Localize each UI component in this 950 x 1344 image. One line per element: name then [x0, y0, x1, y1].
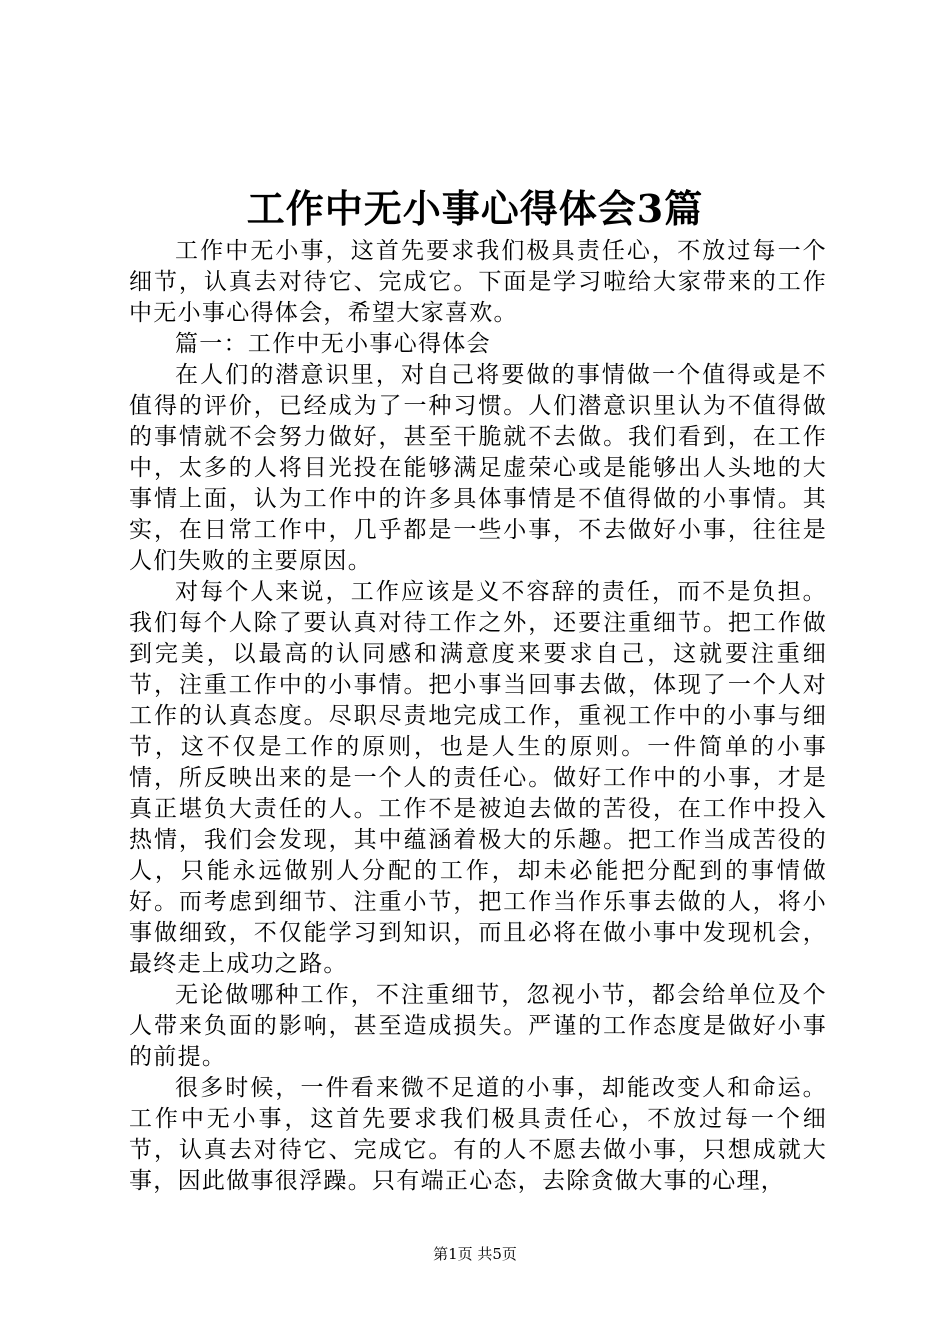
page-number-footer: 第1页 共5页	[433, 1245, 517, 1263]
intro-paragraph: 工作中无小事，这首先要求我们极具责任心，不放过每一个细节，认真去对待它、完成它。下面是学习啦给大家带来的工作中无小事心得体会，希望大家喜欢。	[129, 238, 827, 326]
body-paragraph: 在人们的潜意识里，对自己将要做的事情做一个值得或是不值得的评价，已经成为了一种习惯。人们潜意识里认为不值得做的事情就不会努力做好，甚至干脆就不去做。我们看到，在工作中，太多的人将目光投在能够满足虚荣心或是能够出人头地的大事情上面，认为工作中的许多具体事情是不值得做的小事情。其实，在日常工作中，几乎都是一些小事，不去做好小事，往往是人们失败的主要原因。	[129, 362, 827, 574]
page-title: 工作中无小事心得体会3篇	[246, 186, 704, 231]
document-body	[129, 236, 827, 1197]
body-paragraph: 很多时候，一件看来微不足道的小事，却能改变人和命运。工作中无小事，这首先要求我们极具责任心，不放过每一个细节，认真去对待它、完成它。有的人不愿去做小事，只想成就大事，因此做事很浮躁。只有端正心态，去除贪做大事的心理，	[129, 1075, 827, 1194]
body-paragraph: 对每个人来说，工作应该是义不容辞的责任，而不是负担。我们每个人除了要认真对待工作之外，还要注重细节。把工作做到完美，以最高的认同感和满意度来要求自己，这就要注重细节，注重工作中的小事情。把小事当回事去做，体现了一个人对工作的认真态度。尽职尽责地完成工作，重视工作中的小事与细节，这不仅是工作的原则，也是人生的原则。一件简单的小事情，所反映出来的是一个人的责任心。做好工作中的小事，才是真正堪负大责任的人。工作不是被迫去做的苦役，在工作中投入热情，我们会发现，其中蕴涵着极大的乐趣。把工作当成苦役的人，只能永远做别人分配的工作，却未必能把分配到的事情做好。而考虑到细节、注重小节，把工作当作乐事去做的人，将小事做细致，不仅能学习到知识，而且必将在做小事中发现机会，最终走上成功之路。	[129, 579, 827, 977]
body-paragraph: 无论做哪种工作，不注重细节，忽视小节，都会给单位及个人带来负面的影响，甚至造成损失。严谨的工作态度是做好小事的前提。	[129, 982, 827, 1070]
section-heading: 篇一：工作中无小事心得体会	[175, 331, 491, 357]
